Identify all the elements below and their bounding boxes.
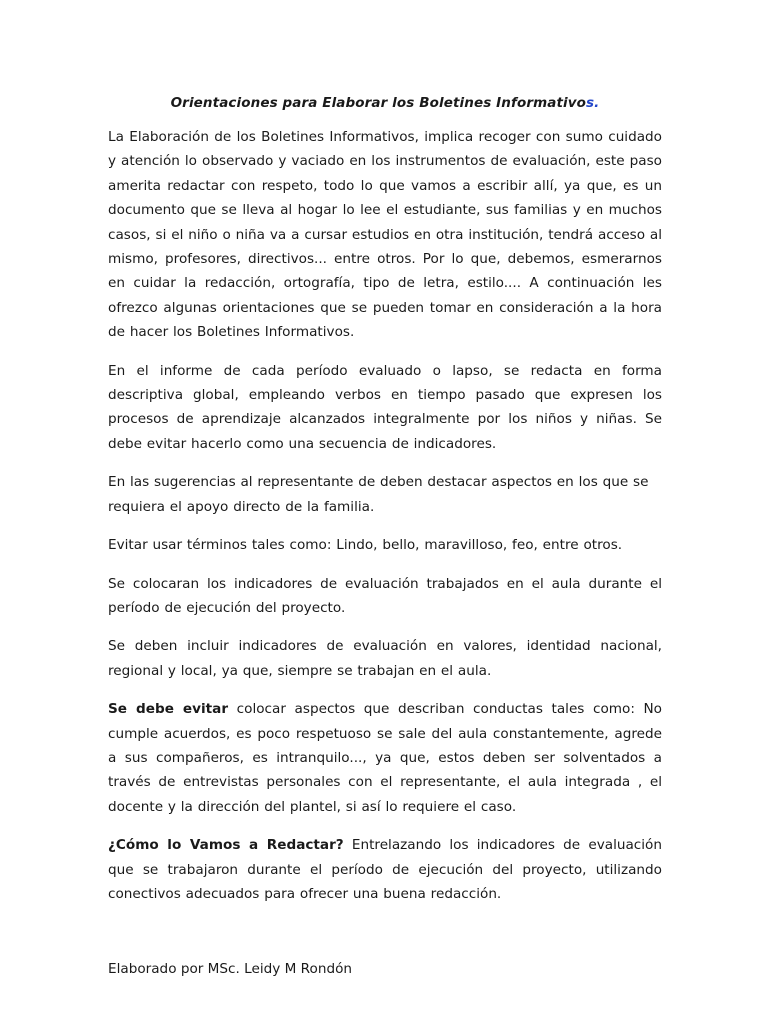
paragraph-indicadores — [108, 572, 662, 621]
paragraph-text: Se colocaran los indicadores de evaluación trabajados en el aula durante el período de ejecución del proyecto. — [108, 575, 662, 616]
paragraph-valores — [108, 634, 662, 683]
paragraph-intro — [108, 125, 662, 345]
paragraph-informe — [108, 359, 662, 457]
paragraph-como-redactar — [108, 833, 662, 906]
document-body — [108, 94, 662, 920]
paragraph-text: En las sugerencias al representante de deben destacar aspectos en los que se requiera el apoyo directo de la familia. — [108, 474, 649, 515]
paragraph-text: Evitar usar términos tales como: Lindo, bello, maravilloso, feo, entre otros. — [108, 537, 623, 554]
paragraph-text: Se deben incluir indicadores de evaluación en valores, identidad nacional, regional y local, ya que, siempre se trabajan en el aula. — [108, 638, 662, 679]
title-main: Orientaciones para Elaborar los Boletines Informativo — [170, 95, 587, 111]
paragraph-sugerencias — [108, 470, 662, 519]
paragraph-text: colocar aspectos que describan conductas tales como: No cumple acuerdos, es poco respetuoso se sale del aula constantemente, agrede a sus compañeros, es intranquilo..., ya que, estos deben ser solventados a través de entrevistas personales con el representante, el aula integrada , el docente y la dirección del plantel, si así lo requiere el caso. — [108, 701, 663, 815]
paragraph-se-debe-evitar — [108, 697, 662, 819]
paragraph-text: En el informe de cada período evaluado o lapso, se redacta en forma descriptiva global, empleando verbos en tiempo pasado que expresen los procesos de aprendizaje alcanzados integralmente por los niños y niñas. Se debe evitar hacerlo como una secuencia de indicadores. — [108, 362, 662, 452]
paragraph-text: Entrelazando los indicadores de evaluación que se trabajaron durante el período de ejecución del proyecto, utilizando conectivos adecuados para ofrecer una buena redacción. — [108, 837, 662, 902]
document-title — [108, 94, 662, 112]
paragraph-bold-lead: ¿Cómo lo Vamos a Redactar? — [108, 837, 344, 854]
title-accent: s. — [586, 95, 600, 111]
paragraph-bold-lead: Se debe evitar — [108, 701, 229, 718]
document-footer: Elaborado por MSc. Leidy M Rondón — [108, 961, 353, 977]
paragraph-text: La Elaboración de los Boletines Informativos, implica recoger con sumo cuidado y atención lo observado y vaciado en los instrumentos de evaluación, este paso amerita redactar con respeto, todo lo que vamos a escribir allí, ya que, es un documento que se lleva al hogar lo lee el estudiante, sus familias y en muchos casos, si el niño o niña va a cursar estudios en otra institución, tendrá acceso al mismo, profesores, directivos... entre otros. Por lo que, debemos, esmerarnos en cuidar la redacción, ortografía, tipo de letra, estilo.... A continuación les ofrezco algunas orientaciones que se pueden tomar en consideración a la hora de hacer los Boletines Informativos. — [108, 129, 662, 341]
paragraph-evitar-terminos — [108, 533, 662, 557]
